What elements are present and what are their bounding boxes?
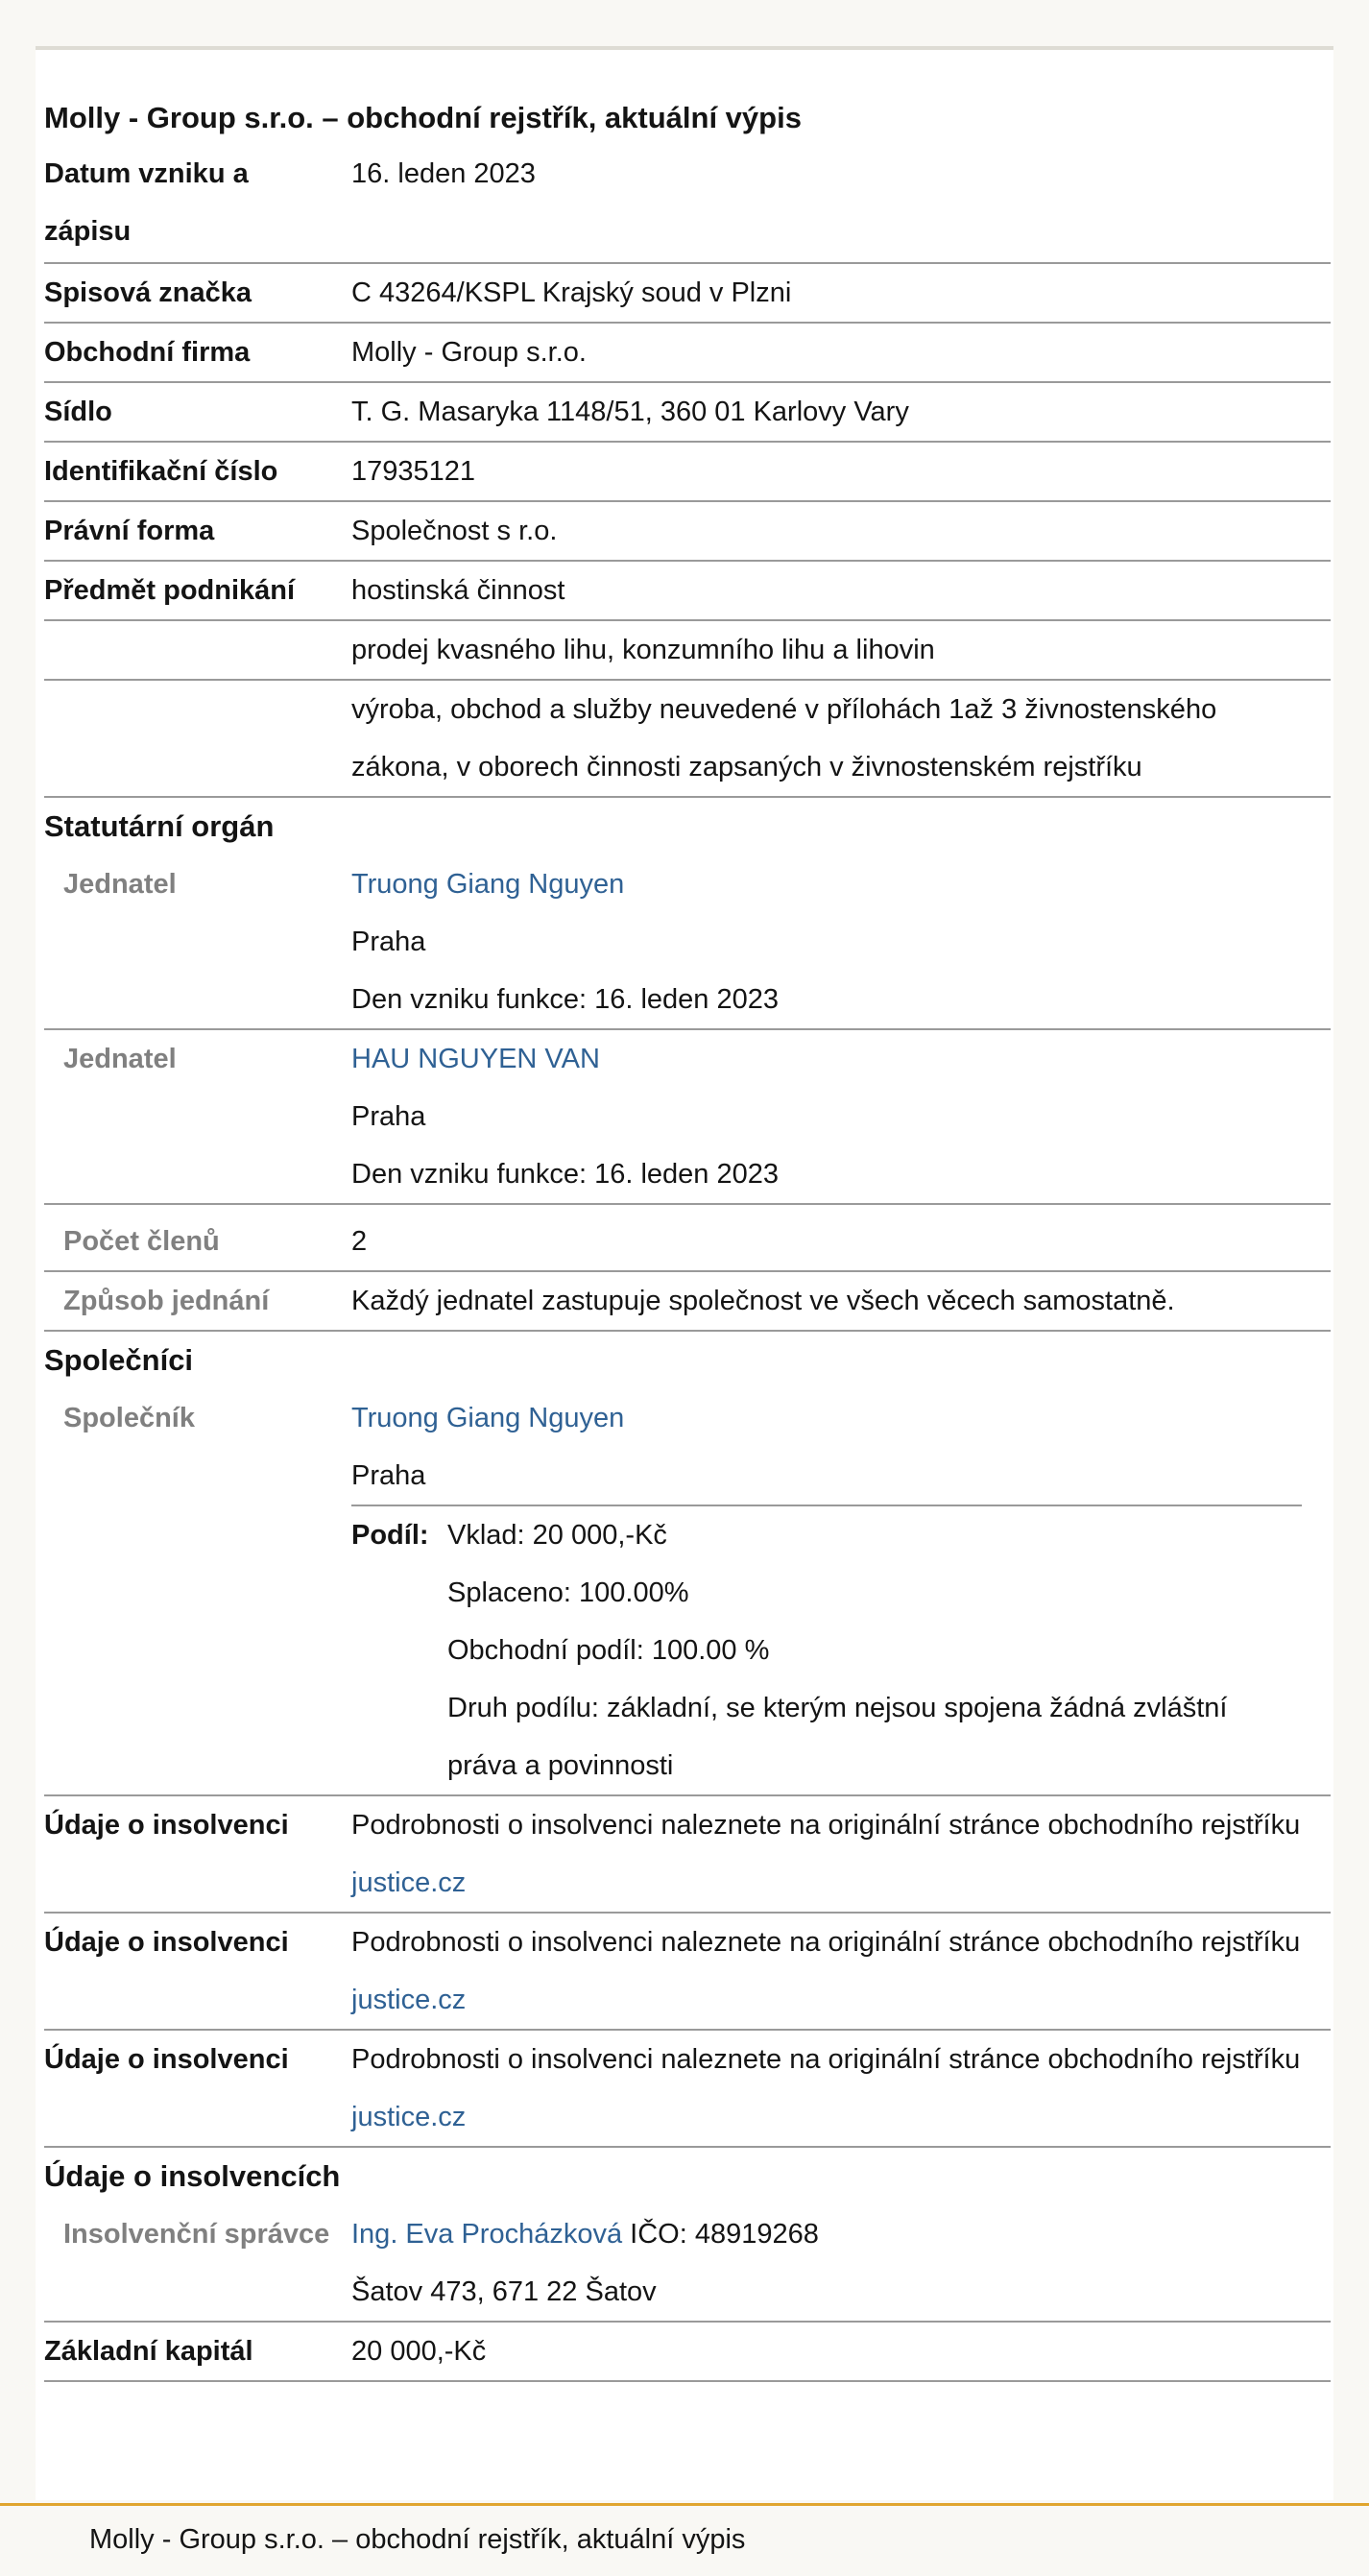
share-block xyxy=(351,1505,1302,1794)
row-value: T. G. Masaryka 1148/51, 360 01 Karlovy Vary xyxy=(351,397,909,427)
row-spisova-znacka xyxy=(44,264,1331,324)
person-city: Praha xyxy=(351,1101,426,1132)
row-insolvence xyxy=(44,1796,1331,1914)
row-value xyxy=(351,1030,1331,1203)
row-value xyxy=(351,2031,1331,2146)
share-deposit: Vklad: 20 000,-Kč xyxy=(447,1520,667,1551)
row-insolvence xyxy=(44,1914,1331,2031)
row-label: Právní forma xyxy=(44,516,215,546)
row-label: Společník xyxy=(63,1403,195,1433)
row-value: Společnost s r.o. xyxy=(351,516,558,546)
row-sidlo xyxy=(44,383,1331,443)
person-link[interactable]: HAU NGUYEN VAN xyxy=(351,1044,600,1074)
person-city: Praha xyxy=(351,1460,426,1491)
row-value: Každý jednatel zastupuje společnost ve všech věcech samostatně. xyxy=(351,1286,1175,1316)
register-extract xyxy=(44,96,1331,2382)
row-value xyxy=(351,1914,1331,2029)
row-insolvence xyxy=(44,2031,1331,2148)
row-value xyxy=(351,1796,1331,1912)
insolvence-text: Podrobnosti o insolvenci naleznete na originální stránce obchodního rejstříku xyxy=(351,2044,1301,2075)
row-label: Sídlo xyxy=(44,397,112,427)
justice-link[interactable]: justice.cz xyxy=(351,1867,467,1898)
row-label: Počet členů xyxy=(63,1226,220,1257)
row-value: 16. leden 2023 xyxy=(351,158,536,189)
row-label: Jednatel xyxy=(63,1044,177,1074)
insolvence-text: Podrobnosti o insolvenci naleznete na originální stránce obchodního rejstříku xyxy=(351,1810,1301,1841)
share-details xyxy=(447,1506,1302,1794)
function-since: Den vzniku funkce: 16. leden 2023 xyxy=(351,984,779,1015)
row-value: výroba, obchod a služby neuvedené v přílohách 1až 3 živnostenského zákona, v oborech činnosti zapsaných v živnostenském rejstříku xyxy=(351,694,1217,782)
insolvence-text: Podrobnosti o insolvenci naleznete na originální stránce obchodního rejstříku xyxy=(351,1927,1301,1958)
row-ico xyxy=(44,443,1331,502)
row-zakladni-kapital xyxy=(44,2323,1331,2382)
administrator-ico: IČO: 48919268 xyxy=(630,2219,819,2250)
section-title-statutarni: Statutární orgán xyxy=(44,809,275,843)
row-value xyxy=(351,2205,1331,2321)
footer-text: Molly - Group s.r.o. – obchodní rejstřík, aktuální výpis xyxy=(89,2524,746,2555)
row-predmet-item xyxy=(44,681,1331,798)
page-title: Molly - Group s.r.o. – obchodní rejstřík, aktuální výpis xyxy=(44,101,802,134)
row-label: Obchodní firma xyxy=(44,337,251,368)
person-link[interactable]: Truong Giang Nguyen xyxy=(351,1403,625,1433)
row-jednatel xyxy=(44,1030,1331,1205)
document-page xyxy=(36,46,1333,2500)
function-since: Den vzniku funkce: 16. leden 2023 xyxy=(351,1159,779,1190)
row-label: Údaje o insolvenci xyxy=(44,1810,289,1841)
share-label: Podíl: xyxy=(351,1520,429,1551)
row-label: Údaje o insolvenci xyxy=(44,1927,289,1958)
justice-link[interactable]: justice.cz xyxy=(351,1985,467,2015)
row-label: Jednatel xyxy=(63,869,177,900)
row-value: 2 xyxy=(351,1226,368,1257)
row-predmet-item xyxy=(44,621,1331,681)
section-title-spolecnici: Společníci xyxy=(44,1343,194,1377)
row-value: hostinská činnost xyxy=(351,575,565,606)
row-value xyxy=(351,855,1331,1028)
row-datum-vzniku xyxy=(44,145,1331,264)
section-title-insolvencich: Údaje o insolvencích xyxy=(44,2159,341,2193)
row-value: 17935121 xyxy=(351,456,476,487)
row-predmet-podnikani xyxy=(44,562,1331,621)
share-ratio: Obchodní podíl: 100.00 % xyxy=(447,1635,770,1666)
row-label: Datum vzniku a zápisu xyxy=(44,158,249,247)
row-label: Insolvenční správce xyxy=(63,2219,330,2250)
justice-link[interactable]: justice.cz xyxy=(351,2102,467,2132)
footer xyxy=(0,2503,1369,2576)
row-insolvencni-spravce xyxy=(44,2205,1331,2323)
administrator-address: Šatov 473, 671 22 Šatov xyxy=(351,2276,657,2307)
row-label-empty xyxy=(44,681,351,796)
share-paid: Splaceno: 100.00% xyxy=(447,1577,689,1608)
row-jednatel xyxy=(44,855,1331,1030)
row-obchodni-firma xyxy=(44,324,1331,383)
row-value: Molly - Group s.r.o. xyxy=(351,337,587,368)
person-link[interactable]: Truong Giang Nguyen xyxy=(351,869,625,900)
share-type: Druh podílu: základní, se kterým nejsou spojena žádná zvláštní práva a povinnosti xyxy=(447,1693,1228,1781)
row-label: Údaje o insolvenci xyxy=(44,2044,289,2075)
row-label: Identifikační číslo xyxy=(44,456,278,487)
row-pocet-clenu xyxy=(44,1205,1331,1272)
administrator-link[interactable]: Ing. Eva Procházková xyxy=(351,2219,623,2250)
person-city: Praha xyxy=(351,927,426,957)
row-value: C 43264/KSPL Krajský soud v Plzni xyxy=(351,277,792,308)
row-label: Způsob jednání xyxy=(63,1286,270,1316)
row-label-empty xyxy=(44,621,351,679)
row-label: Předmět podnikání xyxy=(44,575,296,606)
row-pravni-forma xyxy=(44,502,1331,562)
row-spolecnik xyxy=(44,1389,1331,1796)
row-label: Základní kapitál xyxy=(44,2336,253,2367)
row-value xyxy=(351,1389,1331,1794)
row-value: 20 000,-Kč xyxy=(351,2336,487,2367)
row-zpusob-jednani xyxy=(44,1272,1331,1332)
row-label: Spisová značka xyxy=(44,277,252,308)
row-value: prodej kvasného lihu, konzumního lihu a lihovin xyxy=(351,635,935,665)
